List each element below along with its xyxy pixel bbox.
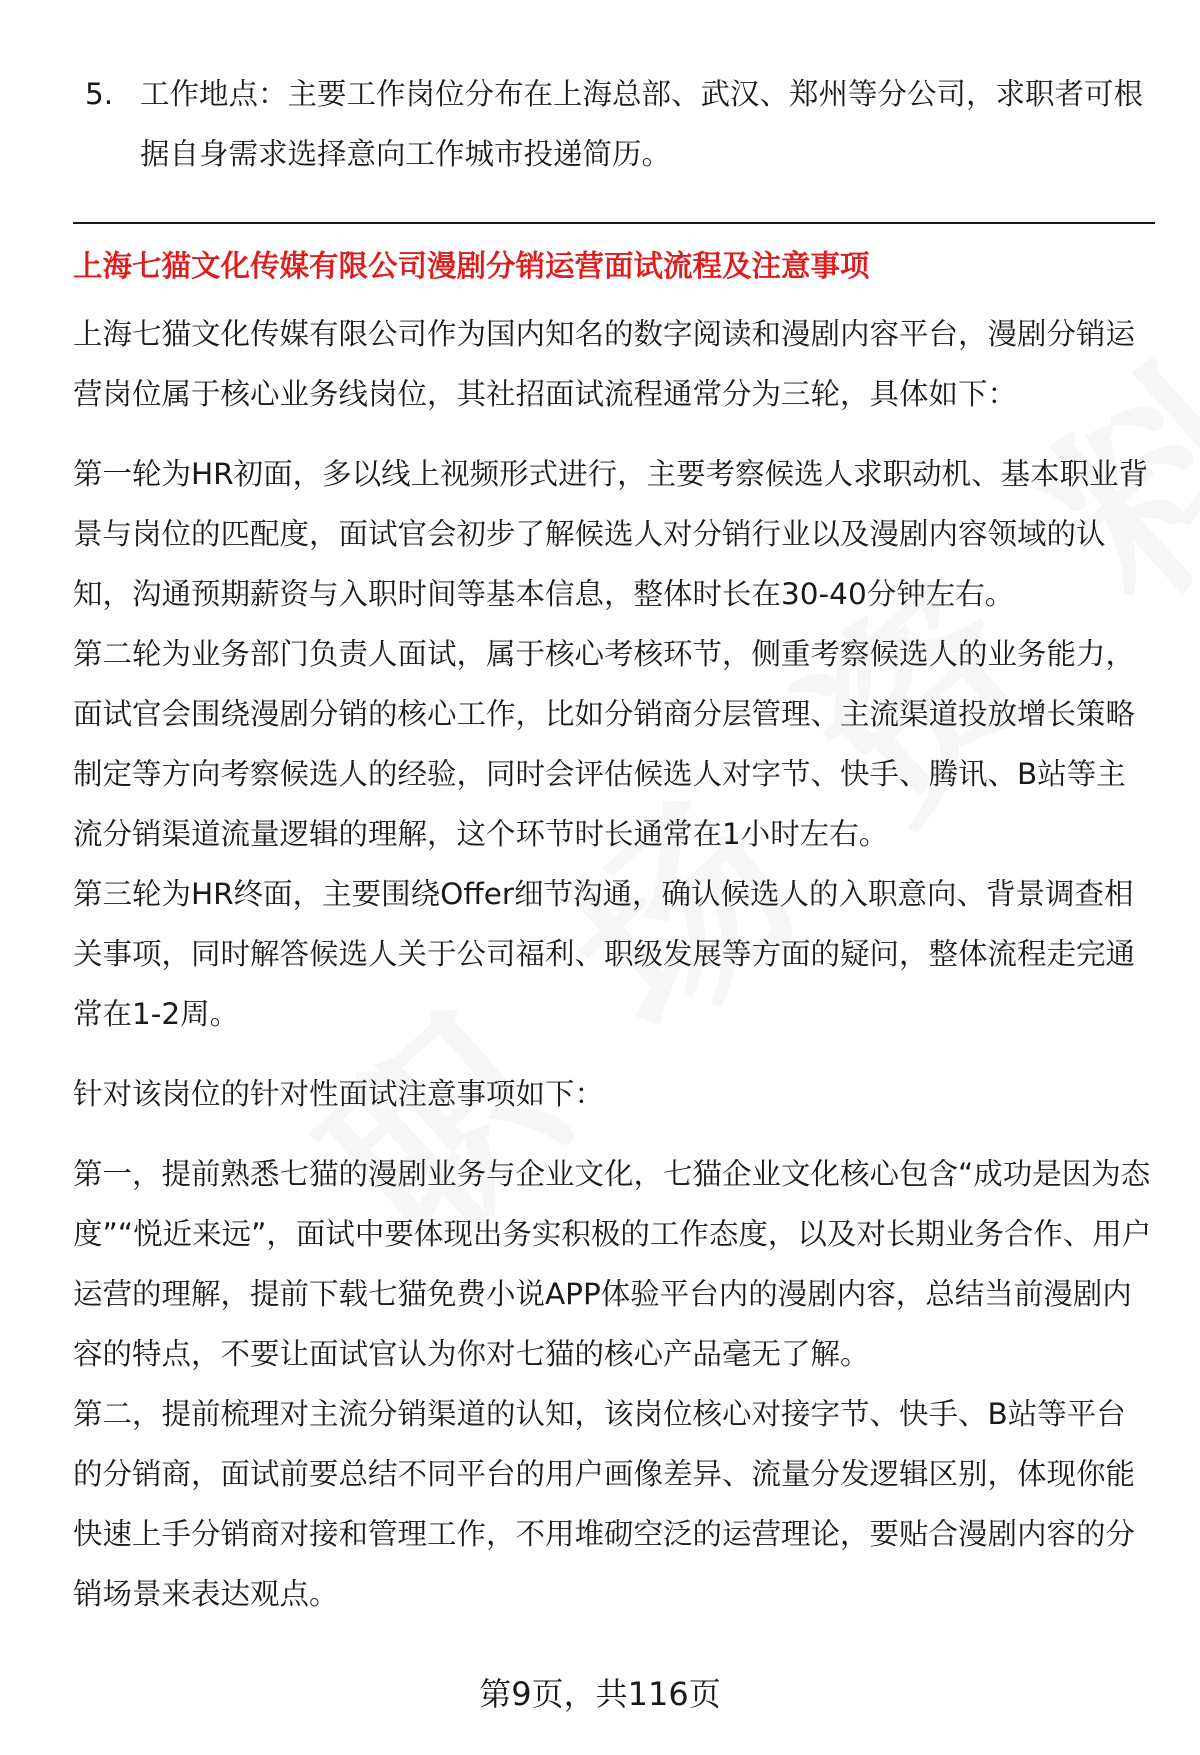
paragraph-intro: 上海七猫文化传媒有限公司作为国内知名的数字阅读和漫剧内容平台，漫剧分销运营岗位属于核心业务线岗位，其社招面试流程通常分为三轮，具体如下： xyxy=(73,317,1136,411)
paragraph-round-2: 第二轮为业务部门负责人面试，属于核心考核环节，侧重考察候选人的业务能力，面试官会围绕漫剧分销的核心工作，比如分销商分层管理、主流渠道投放增长策略制定等方向考察候选人的经验，同时会评估候选人对字节、快手、腾讯、B站等主流分销渠道流量逻辑的理解，这个环节时长通常在1小时左右。 xyxy=(73,637,1136,851)
paragraph-tip-2: 第二，提前梳理对主流分销渠道的认知，该岗位核心对接字节、快手、B站等平台的分销商，面试前要总结不同平台的用户画像差异、流量分发逻辑区别，体现你能快速上手分销商对接和管理工作，不用堆砌空泛的运营理论，要贴合漫剧内容的分销场景来表达观点。 xyxy=(73,1397,1136,1611)
list-item-location xyxy=(85,64,1153,184)
list-item-text: 工作地点：主要工作岗位分布在上海总部、武汉、郑州等分公司，求职者可根据自身需求选择意向工作城市投递简历。 xyxy=(140,77,1144,171)
paragraph-round-3: 第三轮为HR终面，主要围绕Offer细节沟通，确认候选人的入职意向、背景调查相关事项，同时解答候选人关于公司福利、职级发展等方面的疑问，整体流程走完通常在1-2周。 xyxy=(73,877,1136,1031)
page-number-footer: 第9页，共116页 xyxy=(479,1675,721,1713)
paragraph-tips-intro: 针对该岗位的针对性面试注意事项如下： xyxy=(73,1077,605,1111)
paragraph-round-1: 第一轮为HR初面，多以线上视频形式进行，主要考察候选人求职动机、基本职业背景与岗位的匹配度，面试官会初步了解候选人对分销行业以及漫剧内容领域的认知，沟通预期薪资与入职时间等基本信息，整体时长在30-40分钟左右。 xyxy=(73,457,1149,611)
section-title: 上海七猫文化传媒有限公司漫剧分销运营面试流程及注意事项 xyxy=(73,249,870,283)
paragraph-tip-1: 第一，提前熟悉七猫的漫剧业务与企业文化，七猫企业文化核心包含“成功是因为态度”“悦近来远”，面试中要体现出务实积极的工作态度，以及对长期业务合作、用户运营的理解，提前下载七猫免费小说APP体验平台内的漫剧内容，总结当前漫剧内容的特点，不要让面试官认为你对七猫的核心产品毫无了解。 xyxy=(73,1157,1152,1371)
page-content xyxy=(73,64,1153,1624)
section-divider xyxy=(73,222,1155,224)
list-item-number: 5. xyxy=(85,77,114,111)
